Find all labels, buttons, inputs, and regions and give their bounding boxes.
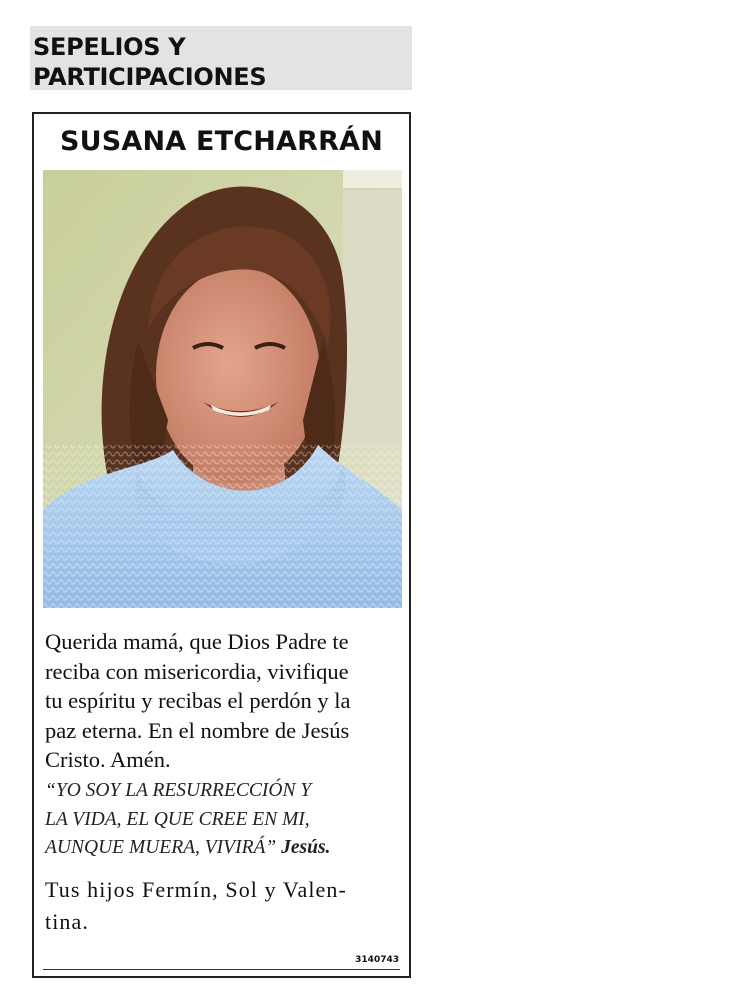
quote-line: LA VIDA, EL QUE CREE EN MI, <box>45 808 310 830</box>
scripture-quote <box>45 777 401 863</box>
ad-code: 3140743 <box>355 955 399 965</box>
section-header <box>30 26 412 90</box>
quote-author: Jesús. <box>281 837 331 858</box>
message-line: paz eterna. En el nombre de Jesús <box>45 717 350 743</box>
signoff-text <box>45 874 401 938</box>
obituary-notice <box>32 112 411 978</box>
message-line: Cristo. Amén. <box>45 747 171 772</box>
quote-line-text: AUNQUE MUERA, VIVIRÁ” <box>45 837 277 858</box>
message-line: Querida mamá, que Dios Padre te <box>45 629 349 654</box>
bottom-rule <box>43 969 400 970</box>
quote-line-last <box>45 834 401 863</box>
signoff-line: tina. <box>45 909 89 934</box>
signoff-line: Tus hijos Fermín, Sol y Valen- <box>45 877 347 902</box>
portrait-photo <box>43 170 402 608</box>
section-title-line-2: PARTICIPACIONES <box>33 63 267 91</box>
section-title-line-1: SEPELIOS Y <box>33 33 186 61</box>
quote-line: “YO SOY LA RESURRECCIÓN Y <box>45 780 312 801</box>
message-line: tu espíritu y recibas el perdón y la <box>45 688 351 713</box>
message-line: reciba con misericordia, vivifique <box>45 658 349 684</box>
message-text <box>45 627 401 775</box>
deceased-name: SUSANA ETCHARRÁN <box>59 126 384 157</box>
portrait-illustration <box>43 170 402 608</box>
